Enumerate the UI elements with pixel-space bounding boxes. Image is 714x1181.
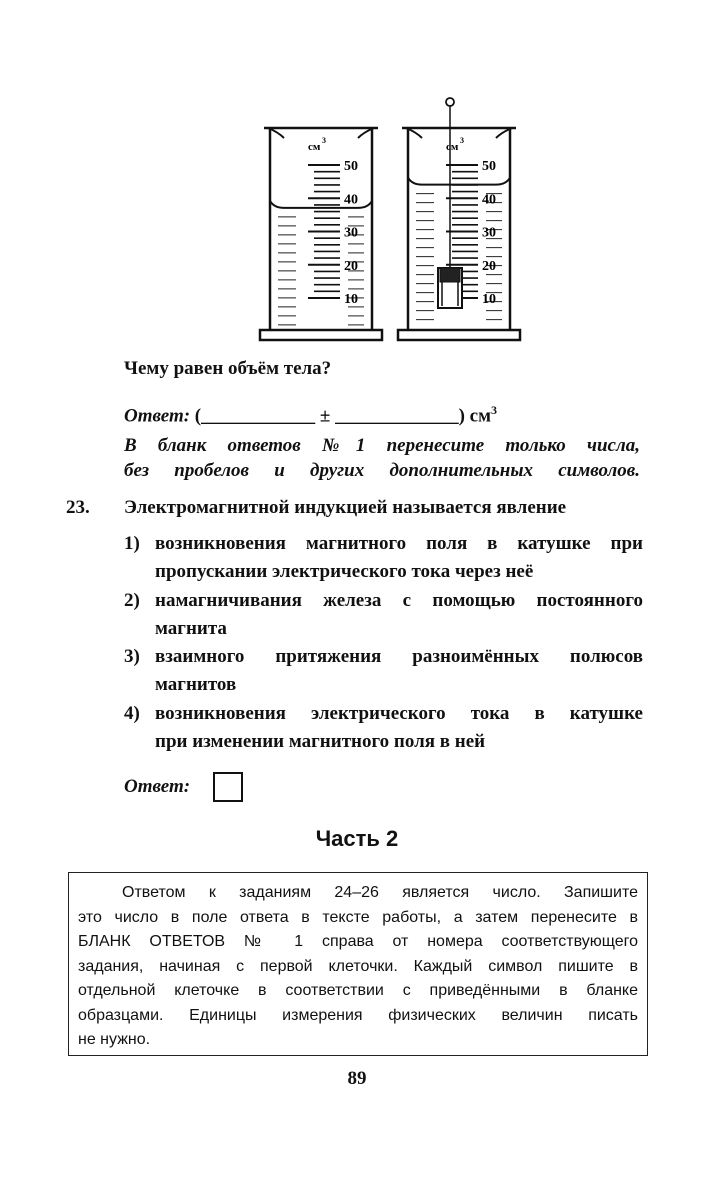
option-1-number: 1) xyxy=(124,533,140,554)
plus-minus-sign: ± xyxy=(319,405,331,427)
option-1-line-2: пропускании электрического тока через неё xyxy=(155,561,534,582)
option-3-line-2: магнитов xyxy=(155,674,237,695)
answer-blank-error[interactable]: _____________ xyxy=(335,405,459,427)
option-4-line-1: возникновения электрического тока в катушке xyxy=(155,703,643,724)
answer-unit-sup: 3 xyxy=(491,403,498,417)
immersed-body-top xyxy=(440,268,460,282)
instruction-line-7: не нужно. xyxy=(78,1031,151,1048)
left-cylinder-base xyxy=(260,330,382,340)
instruction-line-1: Ответом к заданиям 24–26 является число. Запишите xyxy=(122,884,638,901)
left-cylinder-scale-label-10: 10 xyxy=(344,292,358,307)
left-cylinder-unit-sup: 3 xyxy=(322,136,326,145)
answer-close-paren: ) xyxy=(458,405,465,427)
option-3-number: 3) xyxy=(124,646,140,667)
right-cylinder-scale-label-30: 30 xyxy=(482,225,496,241)
answer-line-22 xyxy=(124,396,497,430)
left-cylinder-scale-label-40: 40 xyxy=(344,192,358,208)
option-2-line-1: намагничивания железа с помощью постоянного xyxy=(155,590,643,611)
option-4-line-2: при изменении магнитного поля в ней xyxy=(155,731,486,752)
right-cylinder-scale-label-50: 50 xyxy=(482,159,496,174)
page-number: 89 xyxy=(347,1068,367,1089)
instruction-line-5: отдельной клеточке в соответствии с приведёнными в бланке xyxy=(78,982,638,999)
volume-question: Чему равен объём тела? xyxy=(124,358,332,379)
task-23-stem: Электромагнитной индукцией называется явление xyxy=(124,497,567,518)
answer-open-paren: ( xyxy=(194,405,202,427)
option-1-line-1: возникновения магнитного поля в катушке при xyxy=(155,533,643,554)
part-2-instruction-box xyxy=(68,872,648,1056)
instruction-line-2: это число в поле ответа в тексте работы, а затем перенесите в xyxy=(78,908,638,926)
transfer-note-line-1: В бланк ответов №1 перенесите только числа, xyxy=(124,435,640,456)
answer-box-23[interactable] xyxy=(213,772,243,802)
right-cylinder-scale-label-20: 20 xyxy=(482,258,496,274)
answer-unit: см xyxy=(469,405,492,427)
answer-blank-value[interactable]: ____________ xyxy=(201,405,316,427)
task-number-23: 23. xyxy=(66,497,90,518)
left-cylinder-unit-label: см xyxy=(308,141,321,153)
part-2-title: Часть 2 xyxy=(315,826,399,851)
left-cylinder-scale-label-50: 50 xyxy=(344,159,358,174)
right-cylinder-scale-label-40: 40 xyxy=(482,192,496,208)
option-4-number: 4) xyxy=(124,703,140,724)
left-cylinder-scale-label-20: 20 xyxy=(344,258,358,274)
option-3-line-1: взаимного притяжения разноимённых полюсов xyxy=(155,646,643,667)
option-2-line-2: магнита xyxy=(155,618,227,639)
instruction-line-4: задания, начиная с первой клеточки. Каждый символ пишите в xyxy=(78,957,638,975)
instruction-line-3: БЛАНК ОТВЕТОВ № 1 справа от номера соответствующего xyxy=(78,933,638,950)
option-2-number: 2) xyxy=(124,590,140,611)
transfer-note-line-2: без пробелов и других дополнительных символов. xyxy=(124,460,640,481)
right-cylinder-base xyxy=(398,330,520,340)
instruction-line-6: образцами. Единицы измерения физических величин писать xyxy=(78,1006,638,1024)
right-cylinder-scale-label-10: 10 xyxy=(482,292,496,307)
right-cylinder-unit-label: см xyxy=(446,141,459,153)
left-cylinder-scale-label-30: 30 xyxy=(344,225,358,241)
answer-label: Ответ: xyxy=(124,405,191,427)
right-cylinder-unit-sup: 3 xyxy=(460,136,464,145)
thread-ring xyxy=(446,98,454,106)
answer-label-23: Ответ: xyxy=(124,776,191,797)
measuring-cylinders-figure xyxy=(250,90,530,350)
